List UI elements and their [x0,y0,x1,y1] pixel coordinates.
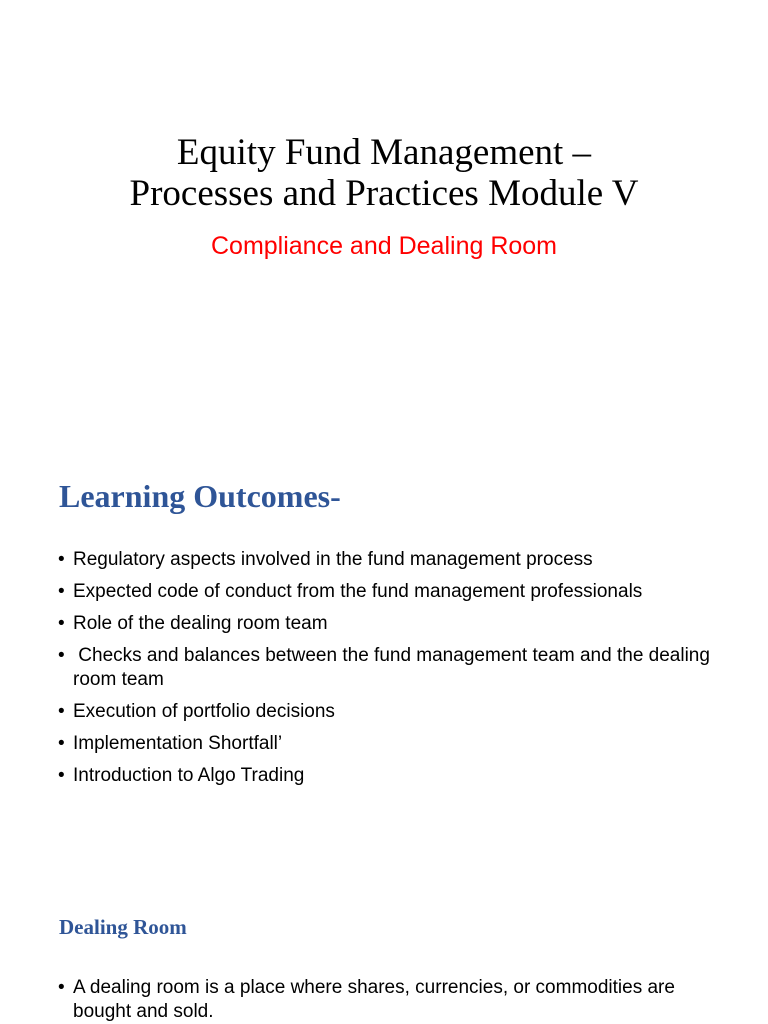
list-item [58,700,738,724]
list-item [58,732,738,756]
bullet-icon: • [58,581,65,602]
list-item-text: Regulatory aspects involved in the fund management process [73,549,593,570]
main-title [0,132,768,214]
main-title-line-1: Equity Fund Management – [176,132,592,173]
bullet-icon: • [58,765,65,786]
main-title-line-2: Processes and Practices Module V [129,173,639,214]
list-item-text: A dealing room is a place where shares, currencies, or commodities are bought and sold. [73,977,675,1022]
bullet-icon: • [58,645,65,666]
list-item [58,612,738,636]
learning-outcomes-heading: Learning Outcomes- [59,478,341,514]
list-item-text: Execution of portfolio decisions [73,701,335,722]
list-item-text: Checks and balances between the fund management team and the dealing room team [73,645,716,690]
subtitle: Compliance and Dealing Room [210,232,558,260]
list-item [58,976,738,1024]
list-item [58,580,738,604]
list-item [58,764,738,788]
bullet-icon: • [58,977,65,998]
dealing-room-list [58,976,738,1024]
dealing-room-heading: Dealing Room [59,915,187,939]
list-item [58,548,738,572]
bullet-icon: • [58,701,65,722]
title-slide [0,0,768,410]
bullet-icon: • [58,613,65,634]
list-item-text: Introduction to Algo Trading [73,765,305,786]
list-item-text: Role of the dealing room team [73,613,328,634]
list-item-text: Implementation Shortfall’ [73,733,283,754]
bullet-icon: • [58,549,65,570]
learning-outcomes-slide [0,410,768,880]
list-item [58,644,738,692]
bullet-icon: • [58,733,65,754]
list-item-text: Expected code of conduct from the fund management professionals [73,581,643,602]
learning-outcomes-list [58,548,738,796]
dealing-room-slide [0,880,768,1024]
